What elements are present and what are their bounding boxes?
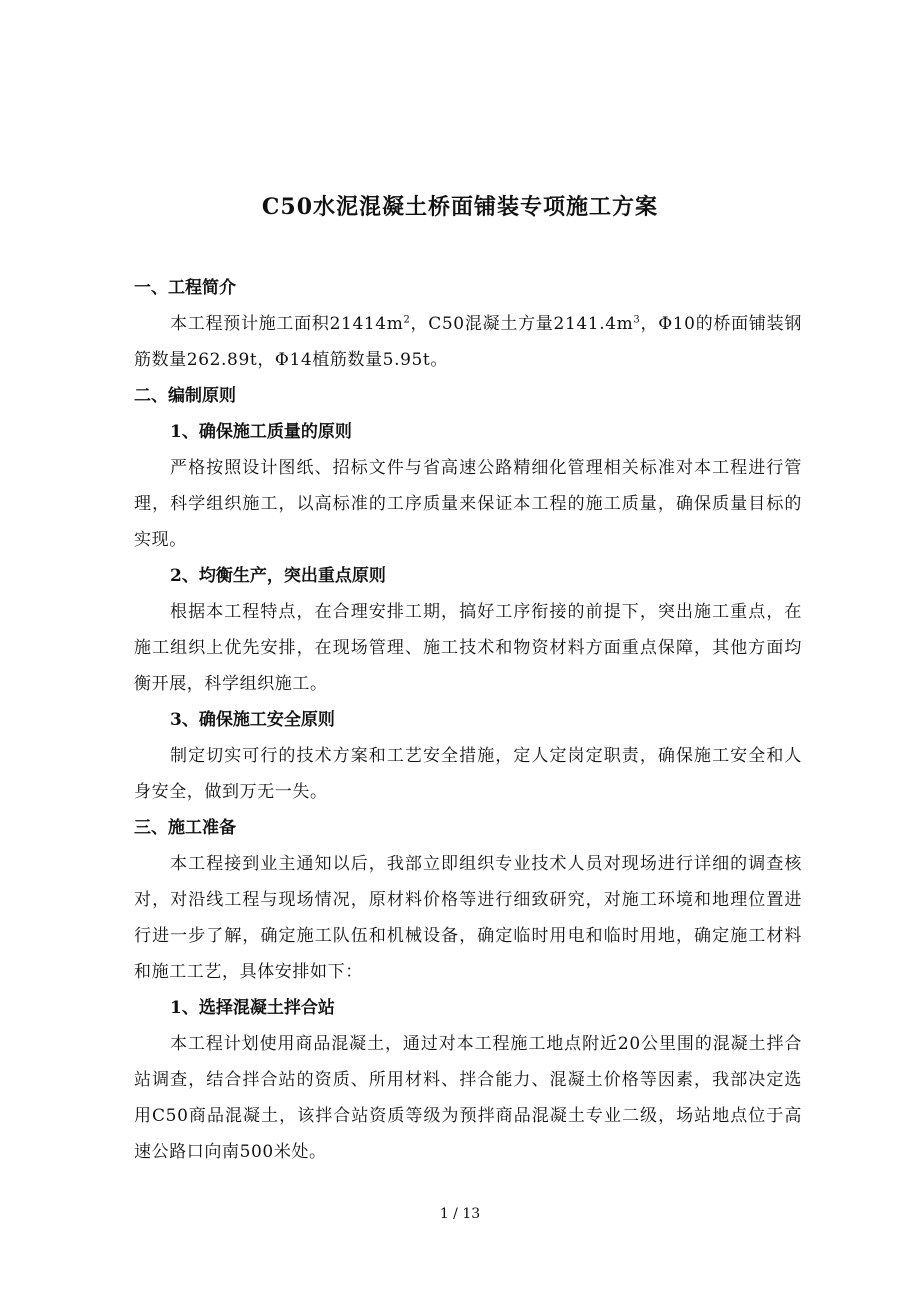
section-heading-principles: 二、编制原则: [134, 386, 236, 406]
document-title: C50水泥混凝土桥面铺装专项施工方案: [261, 194, 659, 220]
page-number: 1 / 13: [439, 1206, 481, 1222]
safety-paragraph: 制定切实可行的技术方案和工艺安全措施，定人定岗定职责，确保施工安全和人身安全，做到万无一失。: [134, 746, 802, 802]
overview-text-c: ，Φ10的桥面铺装钢筋数量262.89t，Φ14植筋数量5.95t。: [134, 314, 802, 370]
subsection-heading-balance: 2、均衡生产，突出重点原则: [170, 566, 386, 586]
quality-paragraph: 严格按照设计图纸、招标文件与省高速公路精细化管理相关标准对本工程进行管理，科学组织施工，以高标准的工序质量来保证本工程的施工质量，确保质量目标的实现。: [134, 458, 802, 550]
overview-text-a: 本工程预计施工面积21414m: [170, 314, 404, 334]
section-heading-preparation: 三、施工准备: [134, 818, 236, 838]
subsection-heading-safety: 3、确保施工安全原则: [170, 710, 335, 730]
overview-paragraph: [134, 306, 802, 378]
preparation-paragraph: 本工程接到业主通知以后，我部立即组织专业技术人员对现场进行详细的调查核对，对沿线工程与现场情况，原材料价格等进行细致研究，对施工环境和地理位置进行进一步了解，确定施工队伍和机械设备，确定临时用电和临时用地，确定施工材料和施工工艺，具体安排如下：: [134, 854, 802, 982]
superscript-3: 3: [633, 314, 641, 326]
subsection-heading-quality: 1、确保施工质量的原则: [170, 422, 352, 442]
mixing-station-paragraph: 本工程计划使用商品混凝土，通过对本工程施工地点附近20公里围的混凝土拌合站调查，结合拌合站的资质、所用材料、拌合能力、混凝土价格等因素，我部决定选用C50商品混凝土，该拌合站资质等级为预拌商品混凝土专业二级，场站地点位于高速公路口向南500米处。: [134, 1034, 802, 1162]
subsection-heading-mixing-station: 1、选择混凝土拌合站: [170, 998, 335, 1018]
document-body: [134, 270, 802, 1170]
superscript-2: 2: [403, 314, 411, 326]
overview-text-b: ，C50混凝土方量2141.4m: [410, 314, 634, 334]
section-heading-overview: 一、工程简介: [134, 278, 236, 298]
balance-paragraph: 根据本工程特点，在合理安排工期，搞好工序衔接的前提下，突出施工重点，在施工组织上优先安排，在现场管理、施工技术和物资材料方面重点保障，其他方面均衡开展，科学组织施工。: [134, 602, 802, 694]
